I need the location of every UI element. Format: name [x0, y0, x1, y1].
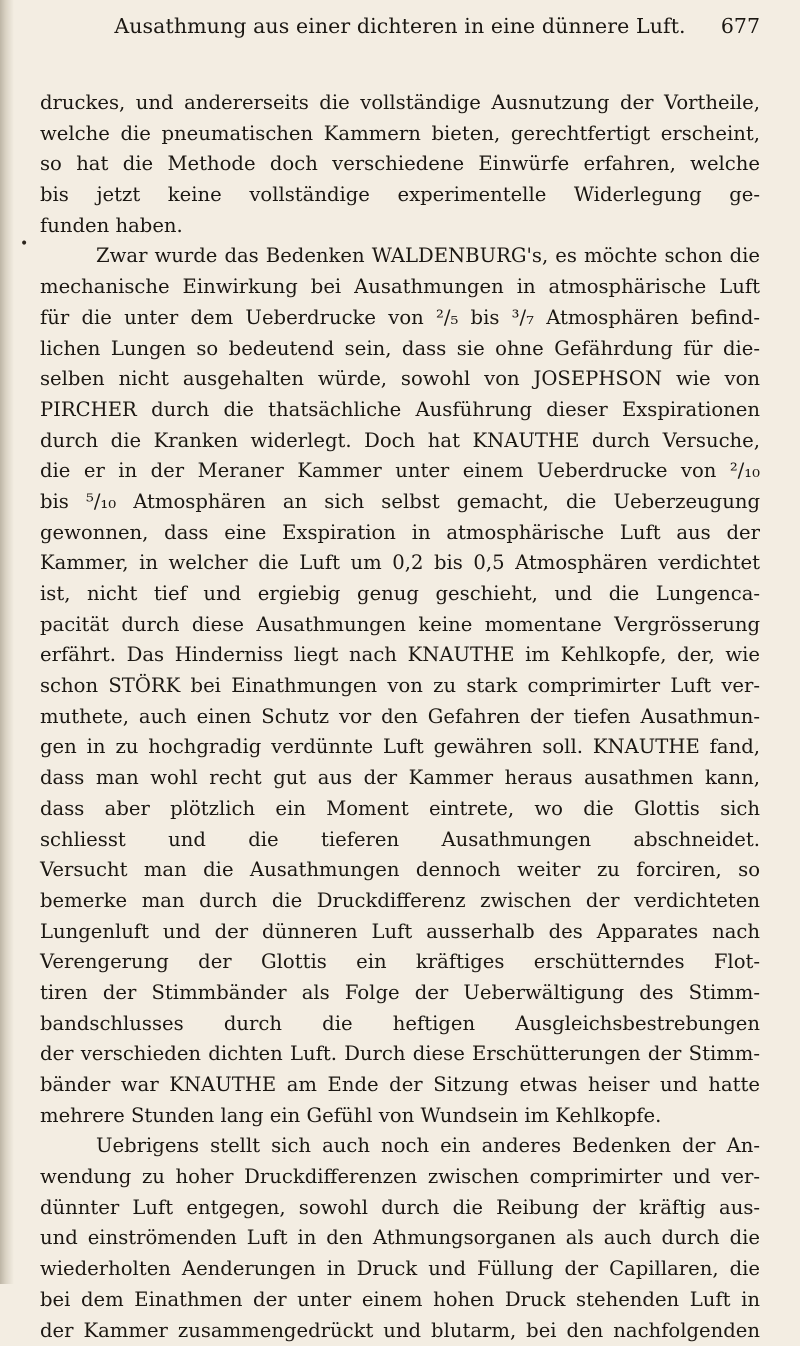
text-line: und einströmenden Luft in den Athmungsorganen als auch durch die [40, 1223, 760, 1254]
text-line: bemerke man durch die Druckdifferenz zwischen der verdichteten [40, 886, 760, 917]
text-line: selben nicht ausgehalten würde, sowohl von JOSEPHSON wie von [40, 364, 760, 395]
running-title: Ausathmung aus einer dichteren in eine dünnere Luft. [40, 14, 760, 38]
text-line: ist, nicht tief und ergiebig genug geschieht, und die Lungenca- [40, 579, 760, 610]
text-line: die er in der Meraner Kammer unter einem Ueberdrucke von ²/₁₀ [40, 456, 760, 487]
text-line: Uebrigens stellt sich auch noch ein anderes Bedenken der An- [40, 1131, 760, 1162]
text-line: der Kammer zusammengedrückt und blutarm, bei den nachfolgenden [40, 1316, 760, 1346]
text-line: so hat die Methode doch verschiedene Einwürfe erfahren, welche [40, 149, 760, 180]
margin-mark: • [20, 236, 28, 252]
text-line: Zwar wurde das Bedenken WALDENBURG's, es möchte schon die [40, 241, 760, 272]
text-line: für die unter dem Ueberdrucke von ²/₅ bis ³/₇ Atmosphären befind- [40, 303, 760, 334]
text-line: bei dem Einathmen der unter einem hohen Druck stehenden Luft in [40, 1285, 760, 1316]
text-line: Versucht man die Ausathmungen dennoch weiter zu forciren, so [40, 855, 760, 886]
text-line: Verengerung der Glottis ein kräftiges erschütterndes Flot- [40, 947, 760, 978]
text-line: bis ⁵/₁₀ Atmosphären an sich selbst gemacht, die Ueberzeugung [40, 487, 760, 518]
text-line: erfährt. Das Hinderniss liegt nach KNAUTHE im Kehlkopfe, der, wie [40, 640, 760, 671]
body-text [40, 88, 760, 1346]
text-line: dünnter Luft entgegen, sowohl durch die Reibung der kräftig aus- [40, 1193, 760, 1224]
text-line: dass aber plötzlich ein Moment eintrete, wo die Glottis sich [40, 794, 760, 825]
text-line: Kammer, in welcher die Luft um 0,2 bis 0,5 Atmosphären verdichtet [40, 548, 760, 579]
text-line: gewonnen, dass eine Exspiration in atmosphärische Luft aus der [40, 518, 760, 549]
text-line: welche die pneumatischen Kammern bieten, gerechtfertigt erscheint, [40, 119, 760, 150]
text-line: der verschieden dichten Luft. Durch diese Erschütterungen der Stimm- [40, 1039, 760, 1070]
text-line: schliesst und die tieferen Ausathmungen abschneidet. [40, 825, 760, 856]
text-line: druckes, und andererseits die vollständige Ausnutzung der Vortheile, [40, 88, 760, 119]
text-line: wiederholten Aenderungen in Druck und Füllung der Capillaren, die [40, 1254, 760, 1285]
text-line: PIRCHER durch die thatsächliche Ausführung dieser Exspirationen [40, 395, 760, 426]
text-line: mechanische Einwirkung bei Ausathmungen in atmosphärische Luft [40, 272, 760, 303]
text-line: dass man wohl recht gut aus der Kammer heraus ausathmen kann, [40, 763, 760, 794]
text-line: wendung zu hoher Druckdifferenzen zwischen comprimirter und ver- [40, 1162, 760, 1193]
text-line: schon STÖRK bei Einathmungen von zu stark comprimirter Luft ver- [40, 671, 760, 702]
page-number: 677 [721, 14, 760, 38]
text-line: Lungenluft und der dünneren Luft ausserhalb des Apparates nach [40, 917, 760, 948]
text-line: pacität durch diese Ausathmungen keine momentane Vergrösserung [40, 610, 760, 641]
running-header [40, 14, 760, 44]
text-line: gen in zu hochgradig verdünnte Luft gewähren soll. KNAUTHE fand, [40, 732, 760, 763]
text-line: bandschlusses durch die heftigen Ausgleichsbestrebungen [40, 1009, 760, 1040]
text-line: mehrere Stunden lang ein Gefühl von Wundsein im Kehlkopfe. [40, 1101, 760, 1132]
text-line: bis jetzt keine vollständige experimentelle Widerlegung ge- [40, 180, 760, 211]
text-line: tiren der Stimmbänder als Folge der Ueberwältigung des Stimm- [40, 978, 760, 1009]
text-line: durch die Kranken widerlegt. Doch hat KNAUTHE durch Versuche, [40, 426, 760, 457]
text-line: lichen Lungen so bedeutend sein, dass sie ohne Gefährdung für die- [40, 334, 760, 365]
text-line: muthete, auch einen Schutz vor den Gefahren der tiefen Ausathmun- [40, 702, 760, 733]
text-line: funden haben. [40, 211, 760, 242]
text-line: bänder war KNAUTHE am Ende der Sitzung etwas heiser und hatte [40, 1070, 760, 1101]
